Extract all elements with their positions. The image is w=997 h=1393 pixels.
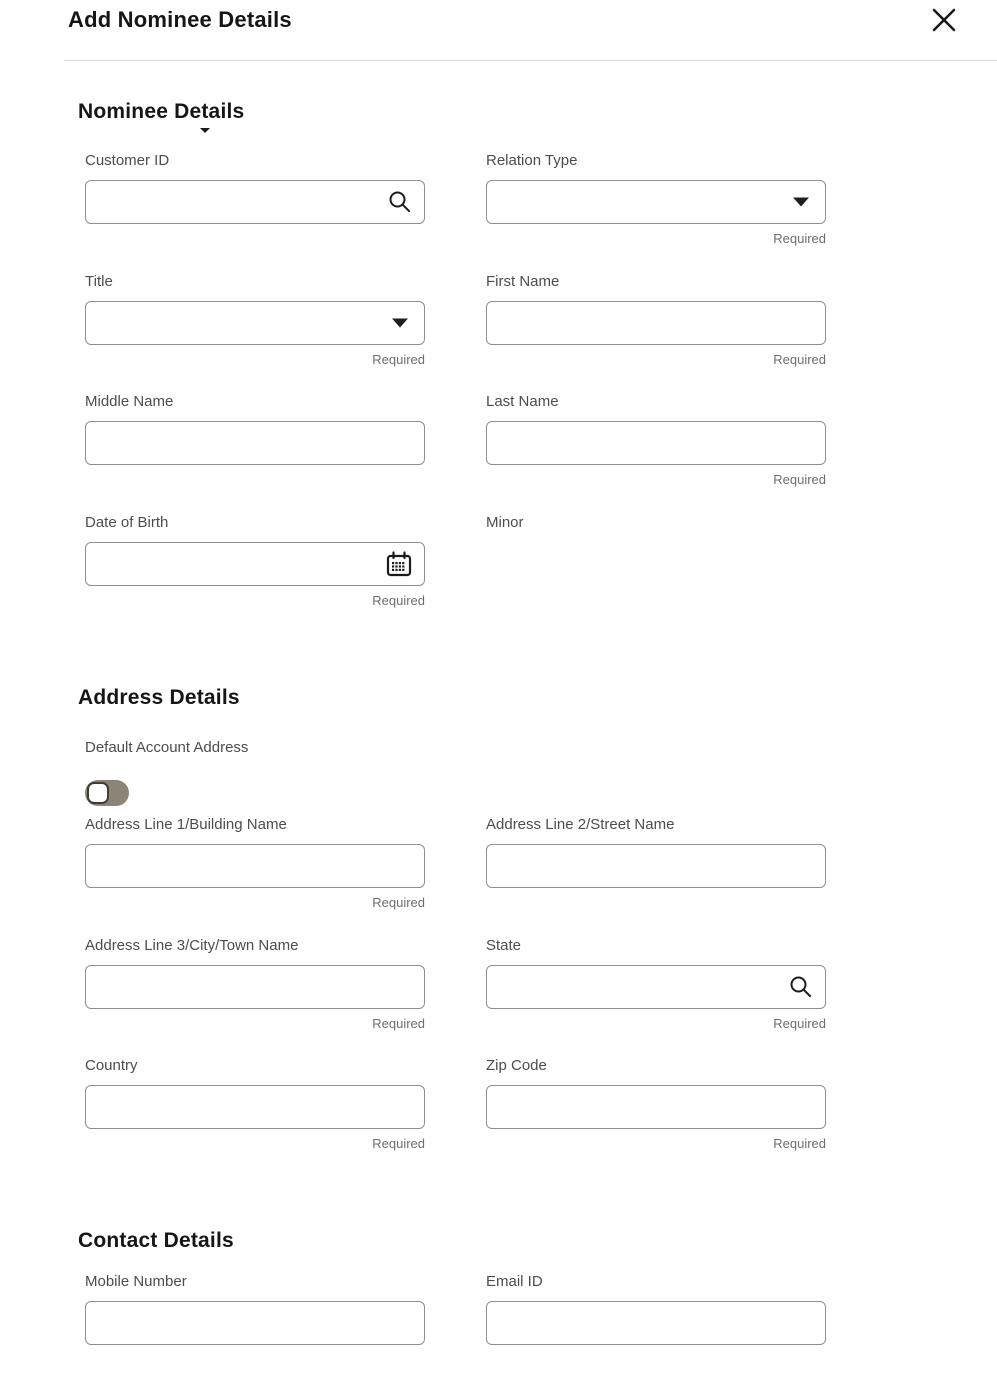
field-address-line-1: [85, 816, 425, 910]
address-line-1-box: [85, 844, 425, 888]
field-relation-type: [486, 152, 826, 246]
zip-code-label: Zip Code: [486, 1057, 547, 1074]
address-line-3-input[interactable]: [86, 966, 424, 1008]
address-line-1-required: Required: [372, 895, 425, 910]
country-required: Required: [372, 1136, 425, 1151]
field-date-of-birth: [85, 514, 425, 608]
field-zip-code: [486, 1057, 826, 1151]
relation-type-input[interactable]: [487, 181, 825, 223]
address-line-3-label: Address Line 3/City/Town Name: [85, 937, 299, 954]
zip-code-input[interactable]: [487, 1086, 825, 1128]
field-mobile-number: [85, 1273, 425, 1345]
first-name-input[interactable]: [487, 302, 825, 344]
relation-type-select[interactable]: [486, 180, 826, 224]
address-line-3-required: Required: [372, 1016, 425, 1031]
mobile-number-label: Mobile Number: [85, 1273, 187, 1290]
relation-type-label: Relation Type: [486, 152, 578, 169]
address-line-2-input[interactable]: [487, 845, 825, 887]
middle-name-input[interactable]: [86, 422, 424, 464]
address-line-2-label: Address Line 2/Street Name: [486, 816, 675, 833]
middle-name-label: Middle Name: [85, 393, 174, 410]
header-divider: [64, 60, 997, 61]
zip-code-required: Required: [773, 1136, 826, 1151]
section-heading-nominee-details: Nominee Details: [78, 100, 245, 123]
date-of-birth-required: Required: [372, 593, 425, 608]
mobile-number-box: [85, 1301, 425, 1345]
field-state: [486, 937, 826, 1031]
email-id-label: Email ID: [486, 1273, 543, 1290]
field-middle-name: [85, 393, 425, 465]
customer-id-box: [85, 180, 425, 224]
address-line-3-box: [85, 965, 425, 1009]
title-label: Title: [85, 273, 113, 290]
date-of-birth-input[interactable]: [86, 543, 424, 585]
last-name-box: [486, 421, 826, 465]
minor-label: Minor: [486, 514, 524, 531]
section-heading-address-details: Address Details: [78, 686, 240, 709]
last-name-input[interactable]: [487, 422, 825, 464]
country-label: Country: [85, 1057, 138, 1074]
section-heading-contact-details: Contact Details: [78, 1229, 234, 1252]
email-id-input[interactable]: [487, 1302, 825, 1344]
address-line-1-label: Address Line 1/Building Name: [85, 816, 287, 833]
customer-id-label: Customer ID: [85, 152, 170, 169]
state-input[interactable]: [487, 966, 825, 1008]
state-box: [486, 965, 826, 1009]
address-line-2-box: [486, 844, 826, 888]
page-title: Add Nominee Details: [68, 7, 292, 32]
address-line-1-input[interactable]: [86, 845, 424, 887]
first-name-box: [486, 301, 826, 345]
field-title: [85, 273, 425, 367]
customer-id-input[interactable]: [86, 181, 424, 223]
chevron-down-icon[interactable]: [793, 198, 809, 207]
field-address-line-2: [486, 816, 826, 888]
first-name-required: Required: [773, 352, 826, 367]
relation-type-required: Required: [773, 231, 826, 246]
middle-name-box: [85, 421, 425, 465]
field-country: [85, 1057, 425, 1151]
chevron-down-icon[interactable]: [392, 319, 408, 328]
first-name-label: First Name: [486, 273, 560, 290]
default-account-address-toggle[interactable]: [85, 780, 129, 806]
last-name-label: Last Name: [486, 393, 559, 410]
field-last-name: [486, 393, 826, 487]
field-minor: [486, 514, 826, 531]
toggle-knob: [87, 782, 109, 804]
state-label: State: [486, 937, 522, 954]
default-account-address-label: Default Account Address: [85, 739, 249, 756]
date-of-birth-box: [85, 542, 425, 586]
country-box: [85, 1085, 425, 1129]
state-required: Required: [773, 1016, 826, 1031]
close-icon: [930, 6, 958, 34]
last-name-required: Required: [773, 472, 826, 487]
title-select[interactable]: [85, 301, 425, 345]
search-icon[interactable]: [787, 973, 815, 1001]
field-email-id: [486, 1273, 826, 1345]
close-button[interactable]: [928, 4, 960, 36]
heading-caret-mark: [200, 128, 210, 133]
zip-code-box: [486, 1085, 826, 1129]
country-input[interactable]: [86, 1086, 424, 1128]
calendar-icon[interactable]: [384, 549, 414, 579]
title-required: Required: [372, 352, 425, 367]
date-of-birth-label: Date of Birth: [85, 514, 169, 531]
title-input[interactable]: [86, 302, 424, 344]
field-customer-id: [85, 152, 425, 224]
field-first-name: [486, 273, 826, 367]
email-id-box: [486, 1301, 826, 1345]
field-address-line-3: [85, 937, 425, 1031]
mobile-number-input[interactable]: [86, 1302, 424, 1344]
search-icon[interactable]: [386, 188, 414, 216]
